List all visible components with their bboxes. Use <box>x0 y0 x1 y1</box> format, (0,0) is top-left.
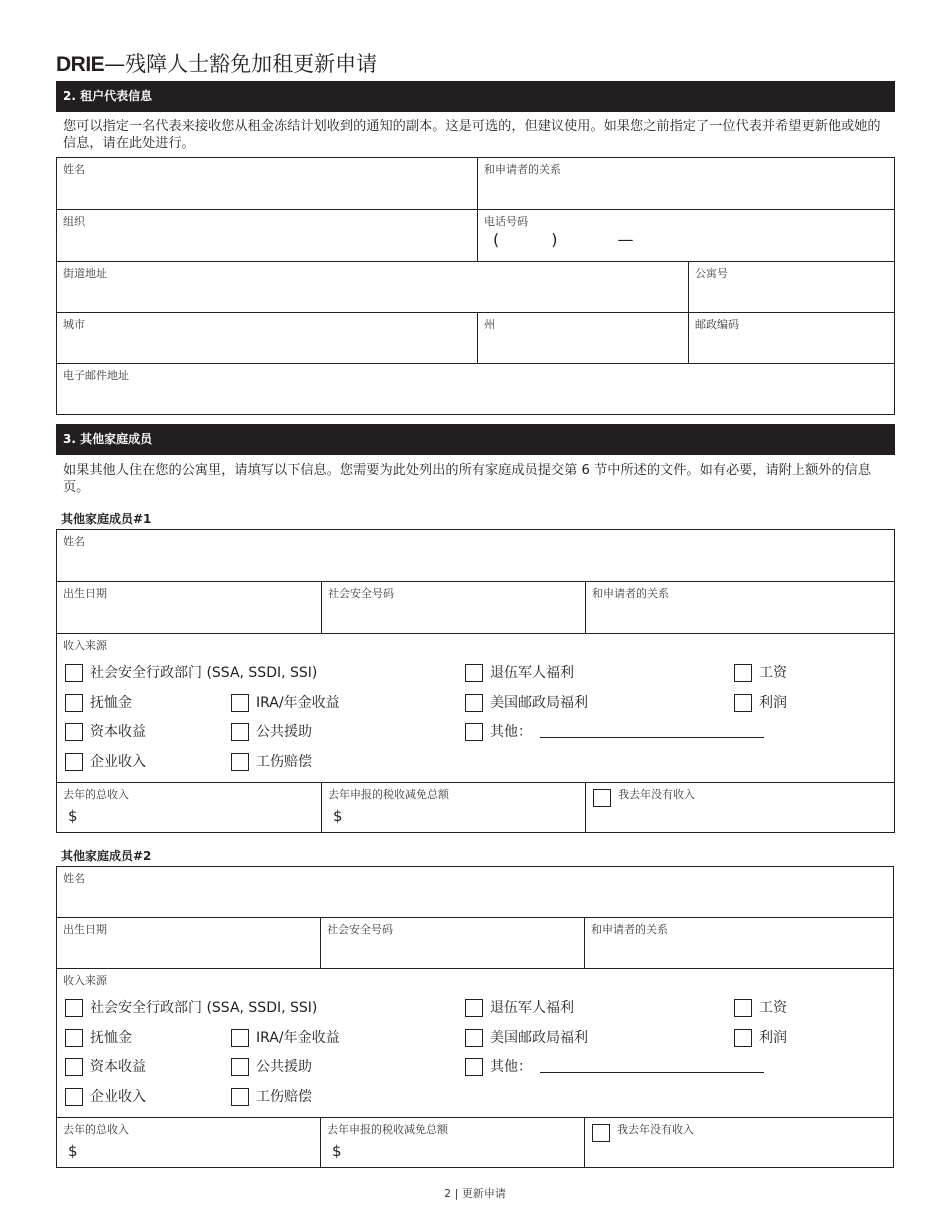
member-2-workers-checkbox[interactable] <box>231 1088 312 1106</box>
member-2-relationship-label: 和申请者的关系 <box>591 923 668 936</box>
checkbox-icon[interactable] <box>231 1088 249 1106</box>
member-2-pension-checkbox[interactable] <box>65 1029 132 1047</box>
checkbox-icon[interactable] <box>465 999 483 1017</box>
rep-zip-label: 邮政编码 <box>695 318 739 331</box>
member-1-dob-label: 出生日期 <box>63 587 107 600</box>
rep-relationship-label: 和申请者的关系 <box>484 163 561 176</box>
option-label: 社会安全行政部门 (SSA, SSDI, SSI) <box>90 1000 318 1016</box>
option-label: IRA/年金收益 <box>256 695 340 711</box>
option-label: 退伍军人福利 <box>490 1000 574 1016</box>
option-label: 企业收入 <box>90 754 146 770</box>
checkbox-icon[interactable] <box>593 789 611 807</box>
checkbox-icon[interactable] <box>65 664 83 682</box>
member-1-workers-checkbox[interactable] <box>231 753 312 771</box>
member-1-usps-checkbox[interactable] <box>465 694 588 712</box>
rep-organization-field[interactable] <box>57 210 478 262</box>
section-2-heading: 2. 租户代表信息 <box>56 81 895 112</box>
member-1-ssn-label: 社会安全号码 <box>328 587 394 600</box>
rep-city-field[interactable] <box>57 313 478 364</box>
member-2-name-field[interactable] <box>57 867 893 918</box>
member-2-ssn-label: 社会安全号码 <box>327 923 393 936</box>
member-1-ira-checkbox[interactable] <box>231 694 340 712</box>
form-code: DRIE <box>56 53 105 76</box>
rep-email-label: 电子邮件地址 <box>63 369 129 382</box>
no-income-label: 我去年没有收入 <box>618 788 695 801</box>
member-1-relationship-field[interactable] <box>586 582 894 634</box>
member-1-ssn-field[interactable] <box>322 582 586 634</box>
member-2-no-income-field <box>585 1118 893 1167</box>
member-1-title: 其他家庭成员#1 <box>61 512 152 526</box>
checkbox-icon[interactable] <box>65 1058 83 1076</box>
title-dash: — <box>104 52 126 76</box>
member-1-ssa-checkbox[interactable] <box>65 664 317 682</box>
checkbox-icon[interactable] <box>231 1058 249 1076</box>
checkbox-icon[interactable] <box>465 723 483 741</box>
option-label: IRA/年金收益 <box>256 1030 340 1046</box>
member-2-veterans-checkbox[interactable] <box>465 999 574 1017</box>
phone-open-paren: ( <box>493 230 500 249</box>
member-1-no-income-field <box>586 783 894 832</box>
checkbox-icon[interactable] <box>734 1029 752 1047</box>
checkbox-icon[interactable] <box>231 723 249 741</box>
option-label: 公共援助 <box>256 1059 312 1075</box>
member-1-deductions-label: 去年申报的税收减免总额 <box>328 788 449 801</box>
page-title <box>56 50 377 79</box>
section-3-heading: 3. 其他家庭成员 <box>56 424 895 455</box>
checkbox-icon[interactable] <box>465 1058 483 1076</box>
rep-name-label: 姓名 <box>63 163 85 176</box>
option-label: 抚恤金 <box>90 1030 132 1046</box>
member-1-grid <box>56 529 895 833</box>
member-1-deductions-field[interactable] <box>322 783 586 832</box>
member-1-total-income-field[interactable] <box>57 783 322 832</box>
member-2-total-income-field[interactable] <box>57 1118 321 1167</box>
member-1-business-checkbox[interactable] <box>65 753 146 771</box>
checkbox-icon[interactable] <box>231 694 249 712</box>
option-label: 资本收益 <box>90 1059 146 1075</box>
checkbox-icon[interactable] <box>465 694 483 712</box>
rep-state-field[interactable] <box>478 313 689 364</box>
member-1-other-checkbox[interactable] <box>465 723 764 741</box>
checkbox-icon[interactable] <box>65 694 83 712</box>
phone-format <box>493 230 634 250</box>
option-label: 其他： <box>490 724 532 740</box>
member-1-name-label: 姓名 <box>63 535 85 548</box>
member-2-deductions-label: 去年申报的税收减免总额 <box>327 1123 448 1136</box>
member-1-total-income-label: 去年的总收入 <box>63 788 129 801</box>
form-title: 残障人士豁免加租更新申请 <box>125 52 378 76</box>
member-1-profit-checkbox[interactable] <box>734 694 787 712</box>
phone-dash: — <box>617 230 634 249</box>
member-2-ssn-field[interactable] <box>321 918 585 969</box>
member-1-name-field[interactable] <box>57 530 894 582</box>
option-label: 工伤赔偿 <box>256 1089 312 1105</box>
member-1-public-checkbox[interactable] <box>231 723 312 741</box>
member-2-ssa-checkbox[interactable] <box>65 999 317 1017</box>
option-label: 利润 <box>759 695 787 711</box>
rep-organization-label: 组织 <box>63 215 85 228</box>
option-label: 社会安全行政部门 (SSA, SSDI, SSI) <box>90 665 318 681</box>
option-label: 其他： <box>490 1059 532 1075</box>
rep-email-field[interactable] <box>57 364 894 414</box>
member-2-other-checkbox[interactable] <box>465 1058 764 1076</box>
member-1-other-line[interactable] <box>540 737 764 738</box>
checkbox-icon[interactable] <box>65 1029 83 1047</box>
member-2-dob-label: 出生日期 <box>63 923 107 936</box>
member-2-usps-checkbox[interactable] <box>465 1029 588 1047</box>
option-label: 公共援助 <box>256 724 312 740</box>
member-2-business-checkbox[interactable] <box>65 1088 146 1106</box>
member-2-wages-checkbox[interactable] <box>734 999 787 1017</box>
member-2-capital-checkbox[interactable] <box>65 1058 146 1076</box>
rep-state-label: 州 <box>484 318 495 331</box>
checkbox-icon[interactable] <box>65 999 83 1017</box>
option-label: 退伍军人福利 <box>490 665 574 681</box>
rep-street-field[interactable] <box>57 262 689 313</box>
rep-apt-label: 公寓号 <box>695 267 728 280</box>
rep-name-field[interactable] <box>57 158 478 210</box>
member-2-deductions-field[interactable] <box>321 1118 585 1167</box>
rep-street-label: 街道地址 <box>63 267 107 280</box>
member-2-income-sources <box>57 969 893 1118</box>
option-label: 工资 <box>759 1000 787 1016</box>
checkbox-icon[interactable] <box>65 753 83 771</box>
checkbox-icon[interactable] <box>65 1088 83 1106</box>
representative-info-grid <box>56 157 895 415</box>
phone-close-paren: ) <box>551 230 558 249</box>
member-2-relationship-field[interactable] <box>585 918 893 969</box>
member-2-public-checkbox[interactable] <box>231 1058 312 1076</box>
member-1-wages-checkbox[interactable] <box>734 664 787 682</box>
option-label: 利润 <box>759 1030 787 1046</box>
rep-relationship-field[interactable] <box>478 158 894 210</box>
rep-apt-field[interactable] <box>689 262 894 313</box>
section-2-intro: 您可以指定一名代表来接收您从租金冻结计划收到的通知的副本。这是可选的，但建议使用。如果您之前指定了一位代表并希望更新他或她的信息，请在此处进行。 <box>63 119 881 151</box>
member-2-name-label: 姓名 <box>63 872 85 885</box>
member-2-other-line[interactable] <box>540 1072 764 1073</box>
rep-phone-field[interactable] <box>478 210 894 262</box>
rep-zip-field[interactable] <box>689 313 894 364</box>
member-1-pension-checkbox[interactable] <box>65 694 132 712</box>
option-label: 工资 <box>759 665 787 681</box>
member-1-no-income-checkbox[interactable] <box>593 788 695 807</box>
no-income-label: 我去年没有收入 <box>617 1123 694 1136</box>
member-1-income-sources-label: 收入来源 <box>63 639 107 652</box>
member-2-profit-checkbox[interactable] <box>734 1029 787 1047</box>
section-3-intro: 如果其他人住在您的公寓里，请填写以下信息。您需要为此处列出的所有家庭成员提交第 6 节中所述的文件。如有必要，请附上额外的信息页。 <box>63 463 872 495</box>
checkbox-icon[interactable] <box>592 1124 610 1142</box>
option-label: 抚恤金 <box>90 695 132 711</box>
option-label: 美国邮政局福利 <box>490 1030 588 1046</box>
checkbox-icon[interactable] <box>734 664 752 682</box>
checkbox-icon[interactable] <box>734 694 752 712</box>
member-1-relationship-label: 和申请者的关系 <box>592 587 669 600</box>
checkbox-icon[interactable] <box>231 753 249 771</box>
checkbox-icon[interactable] <box>465 1029 483 1047</box>
member-2-ira-checkbox[interactable] <box>231 1029 340 1047</box>
member-2-total-income-currency: $ <box>68 1142 78 1160</box>
checkbox-icon[interactable] <box>231 1029 249 1047</box>
member-1-total-income-currency: $ <box>68 807 78 825</box>
option-label: 资本收益 <box>90 724 146 740</box>
rep-city-label: 城市 <box>63 318 85 331</box>
option-label: 工伤赔偿 <box>256 754 312 770</box>
rep-phone-label: 电话号码 <box>484 215 528 228</box>
member-1-veterans-checkbox[interactable] <box>465 664 574 682</box>
member-1-income-sources <box>57 634 894 783</box>
member-2-title: 其他家庭成员#2 <box>61 849 152 863</box>
option-label: 企业收入 <box>90 1089 146 1105</box>
member-2-deductions-currency: $ <box>332 1142 342 1160</box>
member-2-dob-field[interactable] <box>57 918 321 969</box>
member-2-total-income-label: 去年的总收入 <box>63 1123 129 1136</box>
checkbox-icon[interactable] <box>734 999 752 1017</box>
member-2-income-sources-label: 收入来源 <box>63 974 107 987</box>
page-footer: 2 | 更新申请 <box>444 1187 506 1200</box>
member-1-dob-field[interactable] <box>57 582 322 634</box>
checkbox-icon[interactable] <box>65 723 83 741</box>
member-2-grid <box>56 866 894 1168</box>
option-label: 美国邮政局福利 <box>490 695 588 711</box>
member-2-no-income-checkbox[interactable] <box>592 1123 694 1142</box>
member-1-capital-checkbox[interactable] <box>65 723 146 741</box>
checkbox-icon[interactable] <box>465 664 483 682</box>
member-1-deductions-currency: $ <box>333 807 343 825</box>
